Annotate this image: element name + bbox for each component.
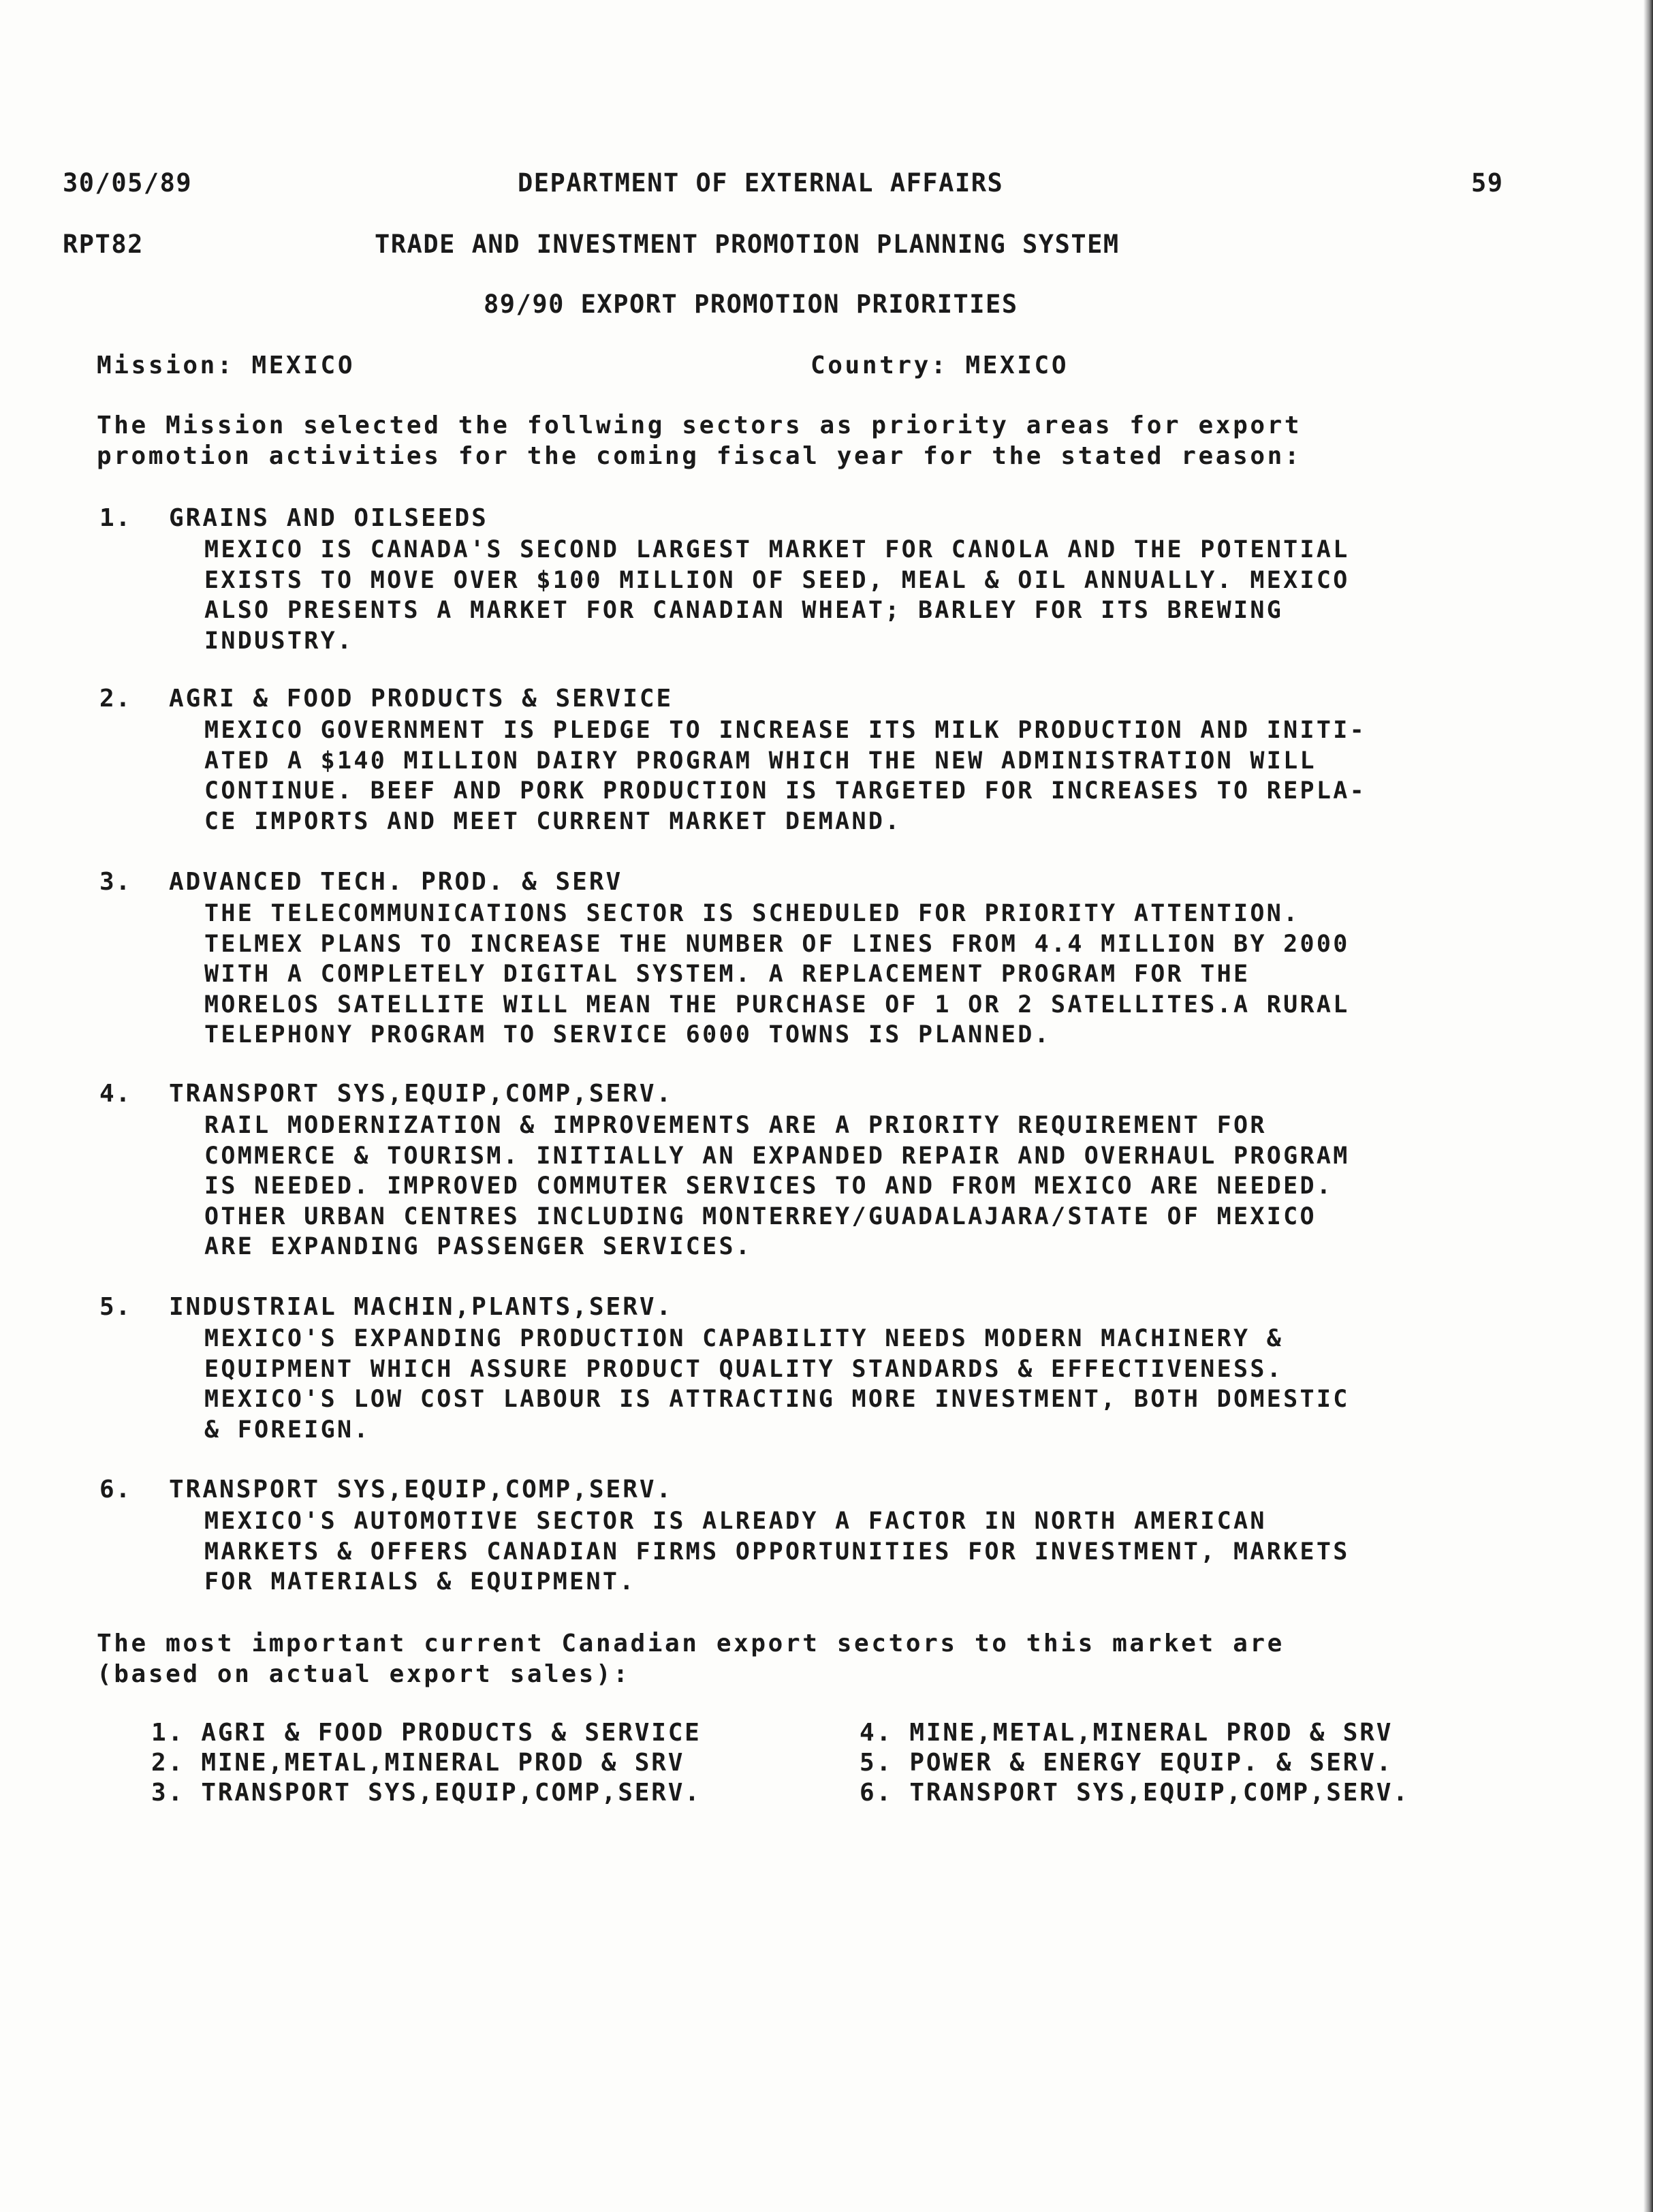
- sector-number: 4.: [99, 1080, 132, 1108]
- sector-number: 3.: [99, 868, 132, 896]
- list-item: 1. AGRI & FOOD PRODUCTS & SERVICE: [151, 1719, 702, 1747]
- sector-number: 5.: [99, 1293, 132, 1321]
- sector-title: ADVANCED TECH. PROD. & SERV: [169, 868, 623, 896]
- mission-label: Mission: MEXICO: [97, 352, 356, 379]
- page-number: 59: [1471, 168, 1504, 198]
- document-subtitle: 89/90 EXPORT PROMOTION PRIORITIES: [484, 290, 1018, 319]
- current-sectors-left-list: [151, 1718, 702, 1808]
- list-item: 5. POWER & ENERGY EQUIP. & SERV.: [860, 1749, 1394, 1777]
- sector-title: TRANSPORT SYS,EQUIP,COMP,SERV.: [169, 1080, 674, 1108]
- list-item: 2. MINE,METAL,MINERAL PROD & SRV: [151, 1749, 685, 1777]
- sector-description: RAIL MODERNIZATION & IMPROVEMENTS ARE A PRIORITY REQUIREMENT FOR COMMERCE & TOURISM. INITIALLY AN EXPANDED REPAIR AND OVERHAUL PROGRAM IS NEEDED. IMPROVED COMMUTER SERVICES TO AND FROM MEXICO ARE NEEDED. OTHER URBAN CENTRES INCLUDING MONTERREY/GUADALAJARA/STATE OF MEXICO ARE EXPANDING PASSENGER SERVICES.: [204, 1112, 1350, 1260]
- current-sectors-line-2: (based on actual export sales):: [97, 1660, 631, 1688]
- sector-title: GRAINS AND OILSEEDS: [169, 504, 488, 532]
- sector-number: 2.: [99, 685, 132, 713]
- intro-line-1: The Mission selected the follwing sectors as priority areas for export: [97, 411, 1302, 439]
- intro-line-2: promotion activities for the coming fiscal year for the stated reason:: [97, 442, 1302, 470]
- list-item: 4. MINE,METAL,MINERAL PROD & SRV: [860, 1719, 1394, 1747]
- list-item: 3. TRANSPORT SYS,EQUIP,COMP,SERV.: [151, 1779, 702, 1807]
- sector-description: MEXICO'S AUTOMOTIVE SECTOR IS ALREADY A FACTOR IN NORTH AMERICAN MARKETS & OFFERS CANADIAN FIRMS OPPORTUNITIES FOR INVESTMENT, MARKETS FOR MATERIALS & EQUIPMENT.: [204, 1508, 1350, 1595]
- current-sectors-line-1: The most important current Canadian export sectors to this market are: [97, 1630, 1285, 1657]
- page-edge-shadow: [1643, 0, 1653, 2212]
- system-title: TRADE AND INVESTMENT PROMOTION PLANNING SYSTEM: [375, 230, 1120, 259]
- sector-description: THE TELECOMMUNICATIONS SECTOR IS SCHEDULED FOR PRIORITY ATTENTION. TELMEX PLANS TO INCREASE THE NUMBER OF LINES FROM 4.4 MILLION BY 2000 WITH A COMPLETELY DIGITAL SYSTEM. A REPLACEMENT PROGRAM FOR THE MORELOS SATELLITE WILL MEAN THE PURCHASE OF 1 OR 2 SATELLITES.A RURAL TELEPHONY PROGRAM TO SERVICE 6000 TOWNS IS PLANNED.: [204, 900, 1350, 1048]
- country-label: Country: MEXICO: [810, 352, 1069, 379]
- sector-description: MEXICO'S EXPANDING PRODUCTION CAPABILITY NEEDS MODERN MACHINERY & EQUIPMENT WHICH ASSURE PRODUCT QUALITY STANDARDS & EFFECTIVENESS. MEXICO'S LOW COST LABOUR IS ATTRACTING MORE INVESTMENT, BOTH DOMESTIC & FOREIGN.: [204, 1325, 1350, 1444]
- report-date: 30/05/89: [63, 168, 193, 198]
- sector-title: INDUSTRIAL MACHIN,PLANTS,SERV.: [169, 1293, 674, 1321]
- report-code: RPT82: [63, 230, 144, 259]
- list-item: 6. TRANSPORT SYS,EQUIP,COMP,SERV.: [860, 1779, 1410, 1807]
- current-sectors-right-list: [860, 1718, 1410, 1808]
- sector-description: MEXICO GOVERNMENT IS PLEDGE TO INCREASE ITS MILK PRODUCTION AND INITI- ATED A $140 MILLION DAIRY PROGRAM WHICH THE NEW ADMINISTRATION WILL CONTINUE. BEEF AND PORK PRODUCTION IS TARGETED FOR INCREASES TO REPLA- CE IMPORTS AND MEET CURRENT MARKET DEMAND.: [204, 717, 1367, 835]
- sector-title: TRANSPORT SYS,EQUIP,COMP,SERV.: [169, 1476, 674, 1504]
- sector-description: MEXICO IS CANADA'S SECOND LARGEST MARKET FOR CANOLA AND THE POTENTIAL EXISTS TO MOVE OVER $100 MILLION OF SEED, MEAL & OIL ANNUALLY. MEXICO ALSO PRESENTS A MARKET FOR CANADIAN WHEAT; BARLEY FOR ITS BREWING INDUSTRY.: [204, 536, 1350, 655]
- department-name: DEPARTMENT OF EXTERNAL AFFAIRS: [518, 168, 1004, 198]
- sector-title: AGRI & FOOD PRODUCTS & SERVICE: [169, 685, 674, 713]
- sector-number: 6.: [99, 1476, 132, 1504]
- sector-number: 1.: [99, 504, 132, 532]
